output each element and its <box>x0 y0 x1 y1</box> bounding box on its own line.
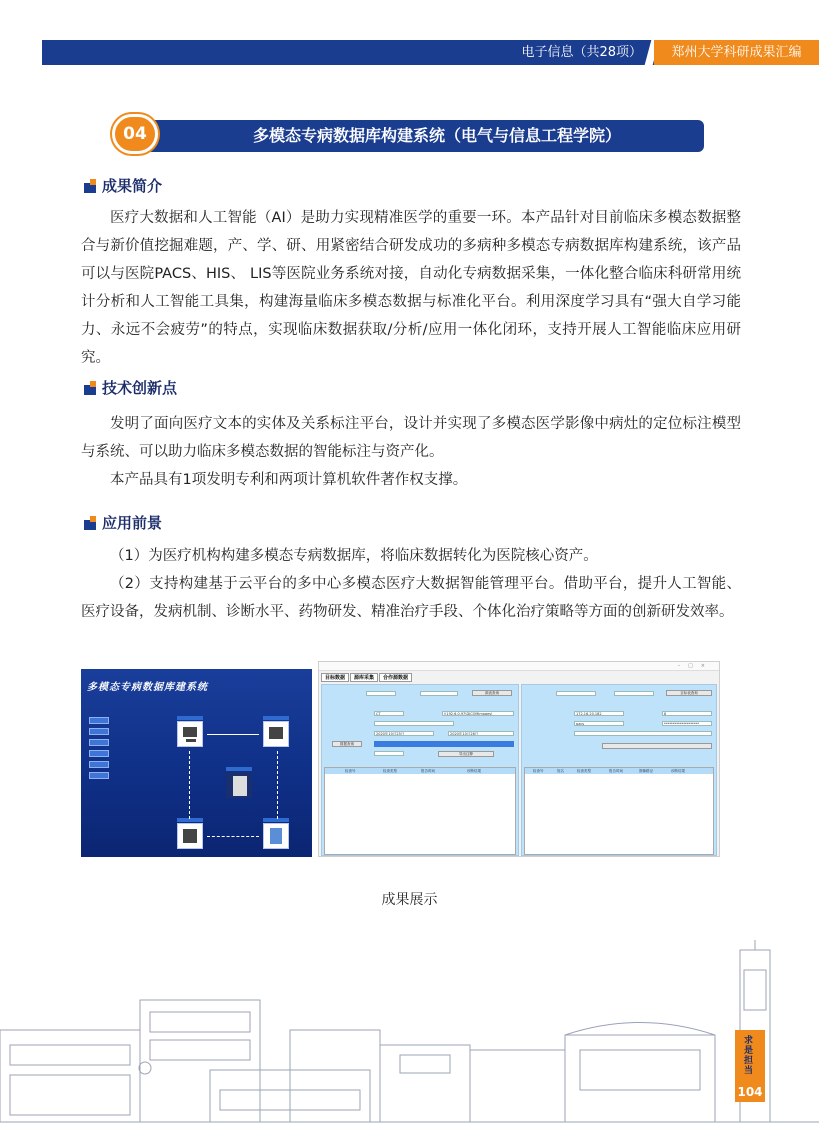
section-heading-intro <box>84 176 162 196</box>
motto-text: 求是担当 <box>744 1036 754 1076</box>
paragraph: （1）为医疗机构构建多模态专病数据库，将临床数据转化为医院核心资产。 <box>110 548 598 564</box>
target-query-button: 目标表查询 <box>666 690 712 696</box>
project-number: 04 <box>112 114 158 154</box>
app-title: 多模态专病数据库建系统 <box>87 682 208 693</box>
node-caption <box>263 716 289 720</box>
node-caption <box>177 818 203 822</box>
menu-button <box>89 717 109 724</box>
paragraph: （2）支持构建基于云平台的多中心多模态医疗大数据智能管理平台。借助平台，提升人工智能、医疗设备，发病机制、诊断水平、药物研发、精准治疗手段、个体化治疗策略等方面的创新研发效率。 <box>81 576 741 620</box>
server-icon <box>226 772 252 798</box>
tab-target-data: 目标数据 <box>321 673 349 682</box>
tab-partner-data: 合作源数据 <box>379 673 412 682</box>
screenshot-system-overview <box>81 661 312 857</box>
node-caption <box>263 818 289 822</box>
computer-icon <box>177 721 203 747</box>
campus-skyline-illustration <box>0 940 819 1123</box>
grid-column-header: 诊断结果 <box>467 769 481 773</box>
page-side-tag <box>735 1030 765 1102</box>
new-storage-button <box>602 743 712 749</box>
figure-caption: 成果展示 <box>381 892 438 908</box>
exam-id-field <box>366 691 396 696</box>
heading-square-icon <box>84 516 96 530</box>
date-to-field: 2020年10月26日 <box>448 731 514 736</box>
source-query-button: 源表查询 <box>472 690 512 696</box>
storage-path-field <box>574 731 712 736</box>
data-query-button: 数据查询 <box>332 741 362 747</box>
workstation-icon <box>177 823 203 849</box>
grid-column-header: 检查类型 <box>383 769 397 773</box>
menu-button <box>89 739 109 746</box>
section-heading-innovation <box>84 378 177 398</box>
image-path-field: \\192.6.0.97\DICOMimages\ <box>442 711 514 716</box>
menu-button <box>89 761 109 768</box>
flow-arrow <box>207 734 259 735</box>
target-pane <box>521 684 717 856</box>
target-data-grid <box>524 767 714 855</box>
innovation-text <box>81 410 741 494</box>
screenshot-data-collection <box>318 661 720 857</box>
flow-arrow <box>189 751 190 819</box>
server-db-field: pacs <box>574 721 624 726</box>
menu-button <box>89 772 109 779</box>
progress-bar <box>374 741 514 747</box>
node-caption <box>226 767 252 771</box>
paragraph: 本产品具有1项发明专利和两项计算机软件著作权支撑。 <box>110 472 468 488</box>
menu-button <box>89 750 109 757</box>
node-caption <box>177 716 203 720</box>
grid-header <box>325 768 515 774</box>
tab-strip <box>321 673 413 682</box>
project-title: 多模态专病数据库构建系统（电气与信息工程学院） <box>150 120 704 152</box>
patient-id-field <box>374 721 454 726</box>
window-titlebar <box>81 661 312 669</box>
grid-column-header: 诊断结果 <box>671 769 685 773</box>
target-name-field <box>614 691 654 696</box>
intro-text <box>81 204 741 372</box>
flow-arrow <box>277 751 278 819</box>
server-port-field: 8 <box>662 711 712 716</box>
modality-field: CT <box>374 711 404 716</box>
source-data-grid <box>324 767 516 855</box>
grid-column-header: 报告时间 <box>609 769 623 773</box>
section-heading-prospects <box>84 513 162 533</box>
menu-button <box>89 728 109 735</box>
target-exam-id-field <box>556 691 596 696</box>
page-number: 104 <box>737 1085 763 1099</box>
grid-column-header: 检查号 <box>533 769 544 773</box>
date-from-field: 2020年10月25日 <box>374 731 434 736</box>
paragraph: 发明了面向医疗文本的实体及关系标注平台，设计并实现了多模态医学影像中病灶的定位标注模型与系统、可以助力临床多模态数据的智能标注与资产化。 <box>81 416 741 460</box>
grid-column-header: 检查号 <box>345 769 356 773</box>
header-category: 电子信息（共28项） <box>521 45 642 60</box>
header-publication: 郑州大学科研成果汇编 <box>654 40 819 65</box>
prospects-text <box>81 542 741 626</box>
tab-source-collect: 源库采集 <box>350 673 378 682</box>
header-band <box>42 40 819 65</box>
grid-column-header: 图像路径 <box>639 769 653 773</box>
paragraph: 医疗大数据和人工智能（AI）是助力实现精准医学的重要一环。本产品针对目前临床多模态数据整合与新价值挖掘难题，产、学、研、用紧密结合研发成功的多病种多模态专病数据库构建系统，该产品可以与医院PACS、HIS、 LIS等医院业务系统对接，自动化专病数据采集，一体化整合临床科研常用统计分析和人工智能工具集，构建海量临床多模态数据与标准化平台。利用深度学习具有“强大自学习能力、永远不会疲劳”的特点，实现临床数据获取/分析/应用一体化闭环，支持开展人工智能临床应用研究。 <box>81 210 741 366</box>
grid-column-header: 报告时间 <box>421 769 435 773</box>
document-icon <box>263 823 289 849</box>
source-pane <box>321 684 519 856</box>
export-button: 导出注释 <box>438 751 494 757</box>
section-heading-text: 技术创新点 <box>102 379 178 397</box>
section-heading-text: 应用前景 <box>102 514 163 532</box>
window-controls: –□× <box>677 663 713 669</box>
grid-column-header: 姓名 <box>557 769 564 773</box>
keyword-field <box>420 691 458 696</box>
grid-header <box>525 768 713 774</box>
collect-time-field <box>374 751 404 756</box>
server-ip-field: 172.16.20.182 <box>574 711 624 716</box>
window-titlebar <box>319 662 719 671</box>
flow-arrow <box>207 836 259 837</box>
monitor-icon <box>263 721 289 747</box>
server-password-field: ******************** <box>662 721 712 726</box>
heading-square-icon <box>84 381 96 395</box>
heading-square-icon <box>84 179 96 193</box>
section-heading-text: 成果简介 <box>102 177 163 195</box>
grid-column-header: 检查类型 <box>577 769 591 773</box>
